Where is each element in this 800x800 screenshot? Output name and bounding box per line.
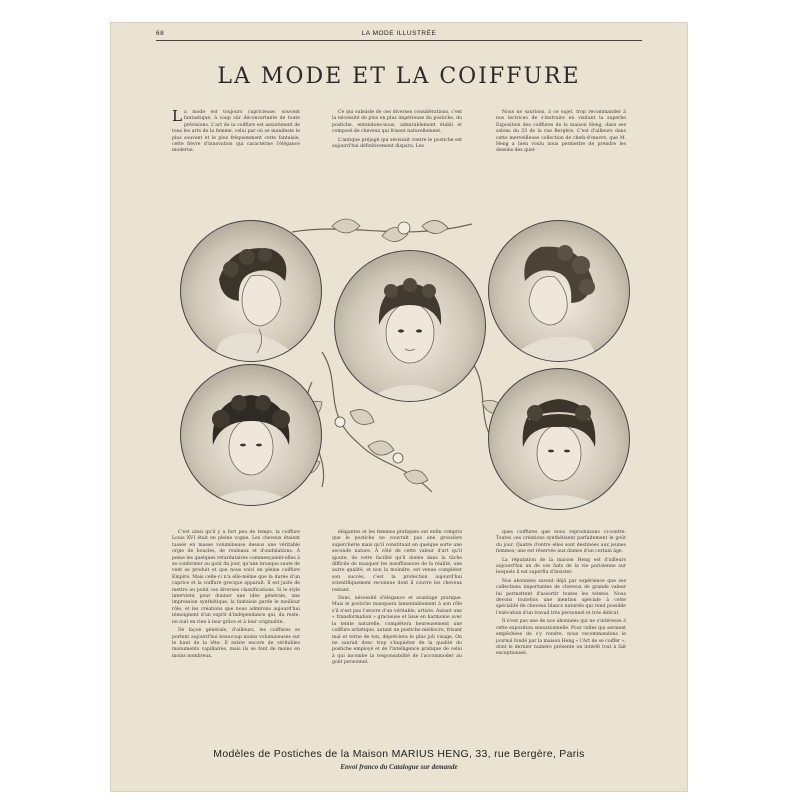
page-number: 68 bbox=[156, 30, 165, 37]
column-bottom-2 bbox=[332, 530, 462, 669]
column-bottom-3 bbox=[496, 530, 626, 660]
portrait-medallion bbox=[488, 220, 630, 362]
column-top-3 bbox=[496, 110, 626, 157]
portrait-medallion bbox=[180, 364, 322, 506]
woman-portrait-illustration bbox=[335, 251, 485, 401]
paragraph: De façon générale, d'ailleurs, les coiffures se portent aujourd'hui beaucoup moins volumineuses sur le haut de la tête. Il existe encore de véritables monuments capillaires, mais ils se font de moins en moins nombreux. bbox=[172, 628, 300, 659]
woman-portrait-illustration bbox=[181, 221, 321, 361]
paragraph: C'est ainsi qu'il y a fort peu de temps, la coiffure Louis XVI était en pleine vogue. Les cheveux étaient tassés en masse volumineuse dessus une véritable orgie de boucles, de rouleaux et d'ondulations. À peine les quelques retardataires commençaient-elles à se conformer au goût du jour, qu'une brusque saute de vent se produit et que nous voici en pleine coiffure Empire. Mais celle-ci n'a elle-même que la durée d'un caprice et la coiffure grecque apparaît. Il est juste de mettre au point ces diverses classifications. Si le style intervient pour donner une idée générale, une impression synthétique, la fantaisie garde le meilleur rôle, et les créations que nous admirons aujourd'hui témoignent d'un esprit d'indépendance qui, du reste, ne nuit en rien à leur grâce et à leur originalité. bbox=[172, 530, 301, 625]
column-bottom-1 bbox=[172, 530, 300, 662]
paragraph: Donc, nécessité d'élégance et avantage pratique. Mais le postiche manquera lamentablement à son rôle s'il n'est pas l'œuvre d'un véritable, artiste. Autant une « transformation » gracieuse et lisse en harmonie avec la teinte naturelle, complètera heureusement une coiffure artistique, autant un postiche médiocre, frisant mal et terne de ton, dépréciera le plus joli visage. On ne saurait donc trop s'inquiéter de la qualité du postiche employé et de l'intelligence pratique de celui à qui incombe la responsabilité de l'accommoder au goût personnel. bbox=[332, 596, 462, 666]
paragraph: élégantes et les femmes pratiques ont enfin compris que le postiche ne couvrait pas une grossière supercherie mais qu'il constituait en quelque sorte une seconde nature. À côté de cette valeur d'art qu'il ajoute, de cette facilité qu'il donne dans la tâche difficile de masquer les insuffisances de la réalité, une autre qualité, et non la moindre, est venue compléter son succès, c'est la protection aujourd'hui scientifiquement reconnue dont il couvre les cheveux restant. bbox=[332, 530, 462, 593]
woman-portrait-illustration bbox=[489, 369, 629, 509]
portrait-medallion bbox=[334, 250, 486, 402]
column-top-2 bbox=[332, 110, 462, 152]
paragraph: La réputation de la maison Heng est d'ailleurs aujourd'hui un de ces faits de la vie parisienne sur lesquels il est superflu d'insister. bbox=[496, 557, 626, 576]
column-top-1 bbox=[172, 107, 300, 157]
paragraph: L'antique préjugé qui sévissait contre le postiche est aujourd'hui définitivement disparu. Les bbox=[332, 137, 462, 150]
portrait-medallion bbox=[180, 220, 322, 362]
illustration-plate bbox=[172, 212, 628, 524]
paragraph: Nous ne saurions, à ce sujet, trop recommander à nos lectrices de s'instruire en visitant la superbe Exposition des coiffures de la maison Heng, dans ses salons du 33 de la rue Bergère. C'est d'ailleurs dans cette merveilleuse collection de chefs-d'œuvre, que M. Heng a bien voulu nous permettre de prendre les dessins des quel- bbox=[496, 110, 626, 154]
portrait-medallion bbox=[488, 368, 630, 510]
drop-cap: L bbox=[172, 107, 182, 125]
woman-portrait-illustration bbox=[489, 221, 629, 361]
paragraph: La mode est toujours capricieuse, souvent fantastique, à coup sûr déconcertante de toute prévisions. L'art de la coiffure est assurément de tous les arts de la femme, celui par où se manifeste le plus souvent et le plus fréquemment cette fantaisie, cette fièvre d'innovation qui caractérise l'élégance moderne. bbox=[172, 107, 300, 154]
footer-caption: Modèles de Postiches de la Maison MARIUS HENG, 33, rue Bergère, Paris bbox=[213, 748, 585, 760]
article-title: LA MODE ET LA COIFFURE bbox=[217, 64, 581, 89]
paragraph: Nos abonnées savent déjà par expérience que ses collections importantes de cheveux de grande valeur lui permettent d'assortir toutes les teintes. Nous devons toutefois une mention spéciale à cette spécialité de cheveux blancs naturels qui rend possible l'exécution d'un travail très personnel et très délicat. bbox=[496, 578, 626, 616]
page-header bbox=[110, 30, 688, 44]
magazine-page bbox=[110, 22, 688, 792]
paragraph: Ce qui subsiste de ces diverses considérations, c'est la nécessité de plus en plus impérieuse du postiche, du postiche, entendons-nous, admirablement établi et composé de cheveux qui frisent naturellement. bbox=[332, 110, 462, 135]
running-title: LA MODE ILLUSTRÉE bbox=[361, 30, 437, 37]
paragraph: Il n'est pas une de nos abonnées qui ne s'intéresse à cette exposition sensationnelle. Pour celles qui seraient empêchées de s'y rendre, nous recommandons le journal fondé par la maison Heng « l'Art de se coiffer », dont le dernier numéro présente un intérêt tout à fait exceptionnel. bbox=[496, 619, 626, 657]
paragraph: ques coiffures que nous reproduisons ci-contre. Toutes ces créations synthétisent parfaitement le goût du jour. Quatre d'entre elles sont destinées aux jeunes femmes; une est réservée aux dames d'un certain âge. bbox=[496, 530, 626, 555]
woman-portrait-illustration bbox=[181, 365, 321, 505]
footer-subcaption: Envoi franco du Catalogue sur demande bbox=[340, 763, 458, 771]
header-rule bbox=[156, 40, 642, 41]
